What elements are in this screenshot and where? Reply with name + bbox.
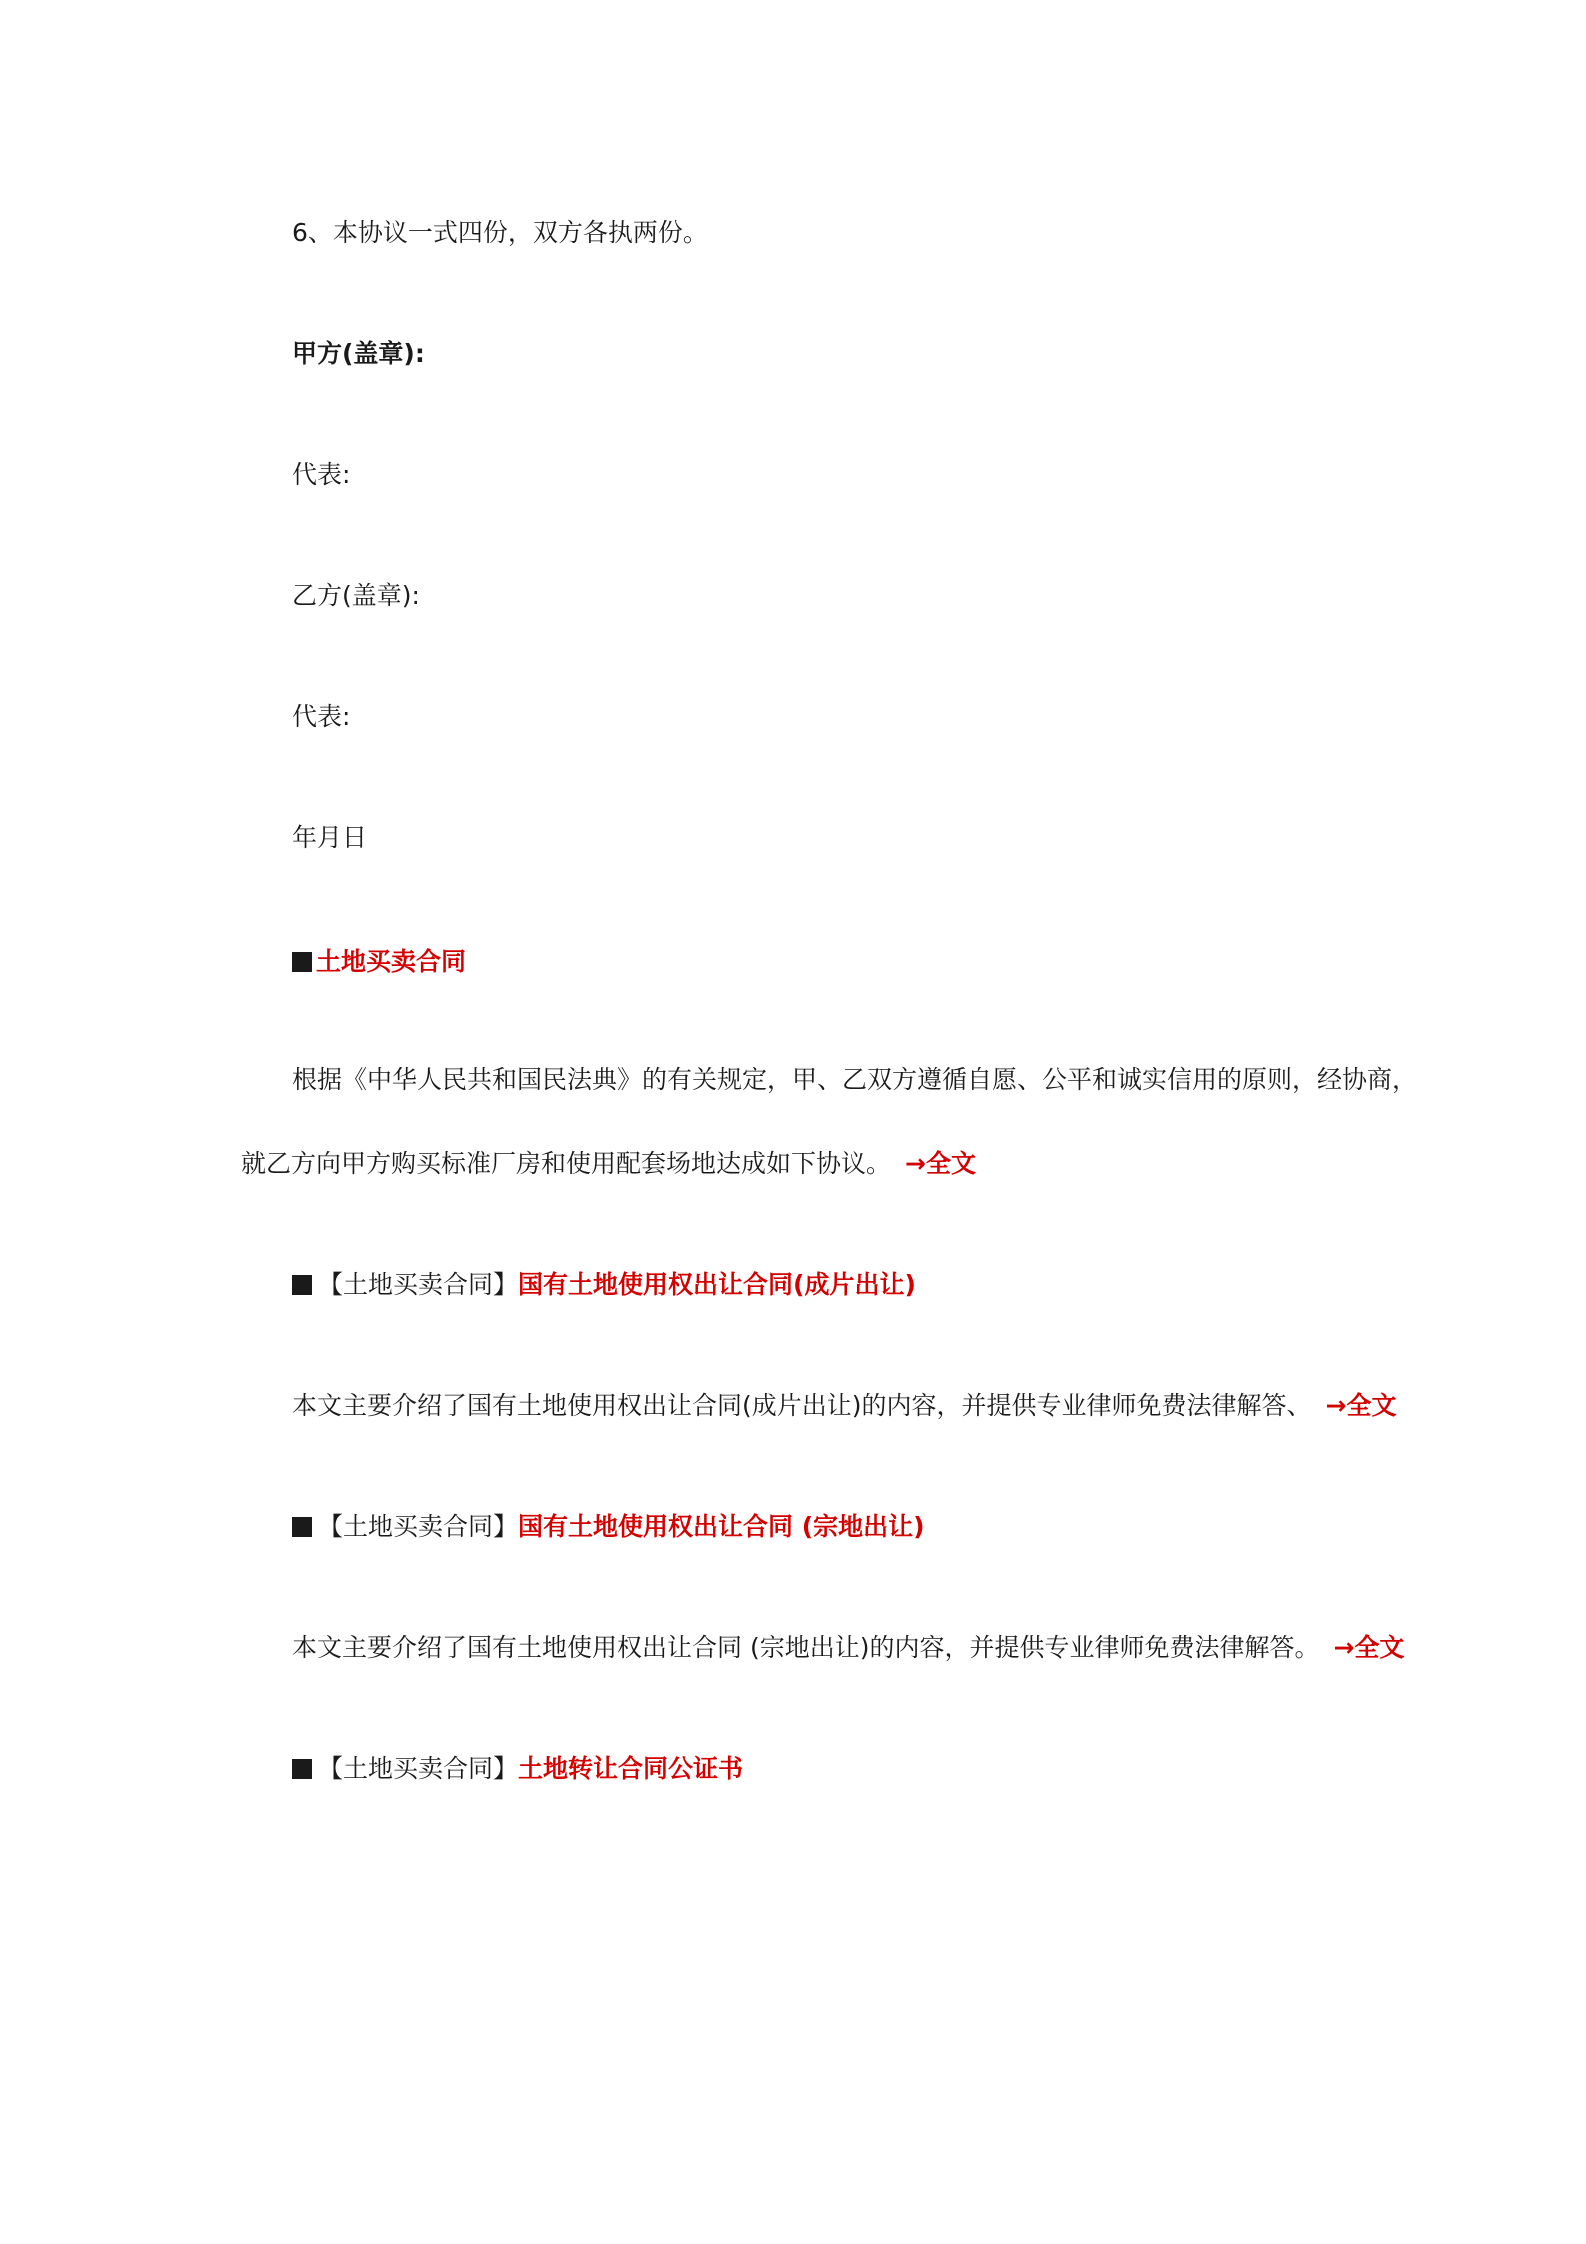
- date-label: 年月日: [292, 823, 368, 852]
- related-item-3-tag: 【土地买卖合同】: [318, 1754, 519, 1783]
- intro-full-text-link[interactable]: →全文: [905, 1149, 976, 1178]
- intro-paragraph-line-1: 根据《中华人民共和国民法典》的有关规定，甲、乙双方遵循自愿、公平和诚实信用的原则，经协商，: [292, 1065, 1418, 1094]
- related-item-3-title-link[interactable]: 土地转让合同公证书: [518, 1754, 744, 1783]
- related-item-2-summary: [292, 1631, 1404, 1665]
- party-b-seal-label: 乙方(盖章):: [292, 581, 420, 610]
- related-item-2-tag: 【土地买卖合同】: [318, 1512, 519, 1541]
- related-item-1-summary-text: 本文主要介绍了国有土地使用权出让合同(成片出让)的内容，并提供专业律师免费法律解答、: [292, 1391, 1312, 1420]
- related-item-2-summary-text: 本文主要介绍了国有土地使用权出让合同 (宗地出让)的内容，并提供专业律师免费法律解答。: [292, 1633, 1320, 1662]
- representative-b-label: 代表:: [292, 702, 351, 731]
- square-bullet-icon: [292, 1275, 312, 1295]
- related-item-1-summary: [292, 1389, 1396, 1423]
- related-item-1-full-text-link[interactable]: →全文: [1325, 1391, 1397, 1420]
- related-item-1-title-link[interactable]: 国有土地使用权出让合同(成片出让): [518, 1270, 916, 1299]
- representative-a-label: 代表:: [292, 460, 351, 489]
- related-item-2-full-text-link[interactable]: →全文: [1333, 1633, 1405, 1662]
- square-bullet-icon: [292, 1759, 312, 1779]
- related-item-2-heading: [292, 1510, 925, 1544]
- related-item-1-heading: [292, 1268, 916, 1302]
- intro-paragraph-line-2: [241, 1147, 976, 1181]
- square-bullet-icon: [292, 952, 312, 972]
- clause-6: 6、本协议一式四份，双方各执两份。: [292, 218, 708, 247]
- intro-paragraph-text: 就乙方向甲方购买标准厂房和使用配套场地达成如下协议。: [241, 1149, 892, 1178]
- square-bullet-icon: [292, 1517, 312, 1537]
- party-a-seal-label: 甲方(盖章):: [292, 339, 425, 368]
- section-title-link[interactable]: 土地买卖合同: [316, 947, 467, 976]
- related-item-1-tag: 【土地买卖合同】: [318, 1270, 519, 1299]
- related-item-2-title-link[interactable]: 国有土地使用权出让合同 (宗地出让): [518, 1512, 925, 1541]
- related-item-3-heading: [292, 1752, 743, 1786]
- section-heading: [292, 945, 466, 979]
